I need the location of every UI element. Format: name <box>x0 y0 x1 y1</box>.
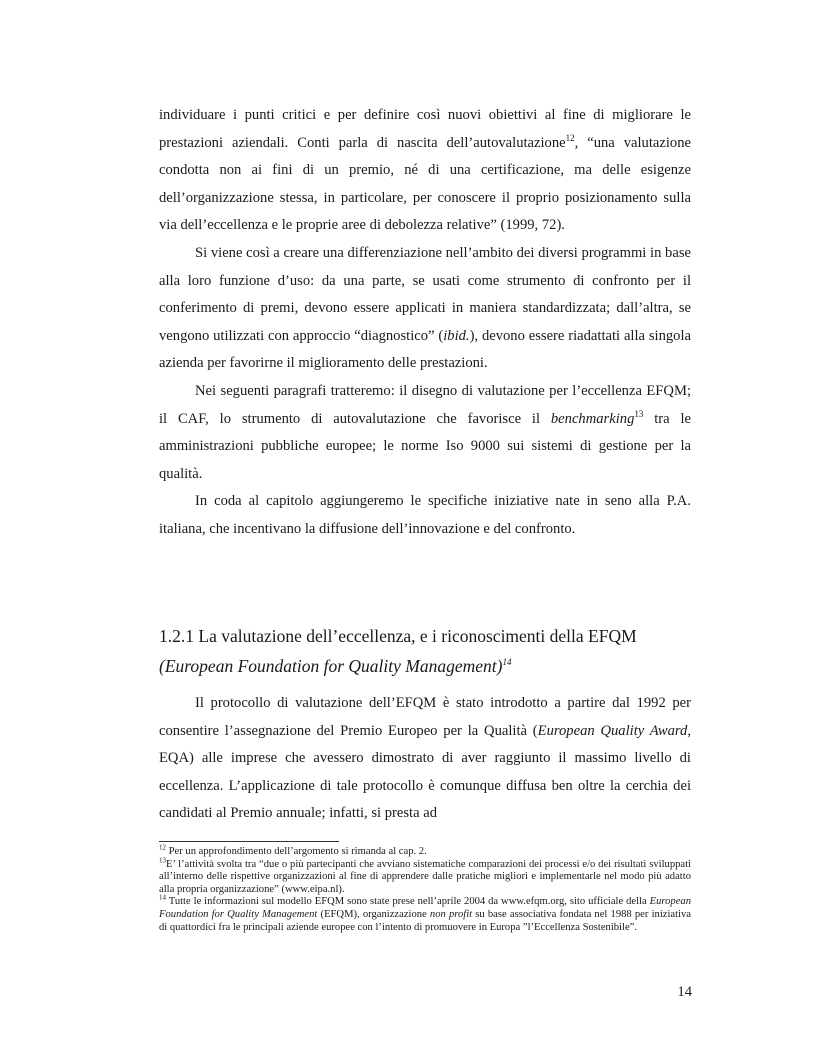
paragraph-4: In coda al capitolo aggiungeremo le specifiche iniziative nate in seno alla P.A. italiana, che incentivano la diffusione dell’innovazione e del confronto. <box>159 493 691 537</box>
paragraph-5: Il protocollo di valutazione dell’EFQM è stato introdotto a partire dal 1992 per consentire l’assegnazione del Premio Europeo per la Qualità (European Quality Award, EQA) alle imprese che avessero dimostrato di aver raggiunto il massimo livello di eccellenza. L’applicazione di tale protocollo è comunque diffusa ben oltre la cerchia dei candidati al Premio annuale; infatti, si presta ad <box>159 695 692 822</box>
paragraph-1: individuare i punti critici e per definire così nuovi obiettivi al fine di migliorare le prestazioni aziendali. Conti parla di nascita dell’autovalutazione$^{12}$, “una valutazione condotta non ai fini di un premio, né di una certificazione, ma delle esigenze dell’organizzazione stessa, in particolare, per conoscere il proprio posizionamento sulla via dell’eccellenza e le proprie aree di debolezza relative” (1999, 72). <box>159 107 691 234</box>
body-text-bottom <box>159 690 691 828</box>
section-heading <box>159 621 699 681</box>
page-number: 14 <box>677 984 692 1000</box>
footnote-ref-12: 12 <box>565 132 575 143</box>
section-subtitle: (European Foundation for Quality Management)$^{14}$ <box>159 656 512 676</box>
footnote-ref-14: 14 <box>502 657 512 668</box>
footnote-14: $^{14}$ Tutte le informazioni sul modello EFQM sono state prese nell’aprile 2004 da www.efqm.org, sito ufficiale della European Foundation for Quality Management (EFQM), organizzazione non profit su base associativa fondata nel 1988 per iniziativa di quattordici fra le principali aziende europee con l’intento di promuovere in Europa ”l’Eccellenza Sostenibile”. <box>159 893 691 933</box>
body-text-top <box>159 102 691 544</box>
footnote-ref-13: 13 <box>634 408 644 419</box>
paragraph-3: Nei seguenti paragrafi tratteremo: il disegno di valutazione per l’eccellenza EFQM; il CAF, lo strumento di autovalutazione che favorisce il benchmarking$^{13}$ tra le amministrazioni pubbliche europee; le norme Iso 9000 sui sistemi di gestione per la qualità. <box>159 382 691 482</box>
section-title: 1.2.1 La valutazione dell’eccellenza, e i riconoscimenti della EFQM <box>159 626 637 646</box>
footnote-13: $^{13}$E’ l’attività svolta tra “due o più partecipanti che avviano sistematiche comparazioni dei processi e/o dei risultati sviluppati all’interno delle rispettive organizzazioni al fine di apprendere dalle pratiche migliori e implementarle nel modo più adatto alla propria organizzazione” (www.eipa.nl). <box>159 856 691 895</box>
paragraph-2: Si viene così a creare una differenziazione nell’ambito dei diversi programmi in base alla loro funzione d’uso: da una parte, se usati come strumento di confronto per il conferimento di premi, devono essere applicati in maniera standardizzata; dall’altra, se vengono utilizzati con approccio “diagnostico” (ibid.), devono essere riadattati alla singola azienda per favorirne il miglioramento delle prestazioni. <box>159 244 692 372</box>
footnotes <box>159 843 691 934</box>
footnote-separator <box>159 841 339 842</box>
footnote-12: $^{12}$ Per un approfondimento dell’argomento si rimanda al cap. 2. <box>159 843 427 857</box>
